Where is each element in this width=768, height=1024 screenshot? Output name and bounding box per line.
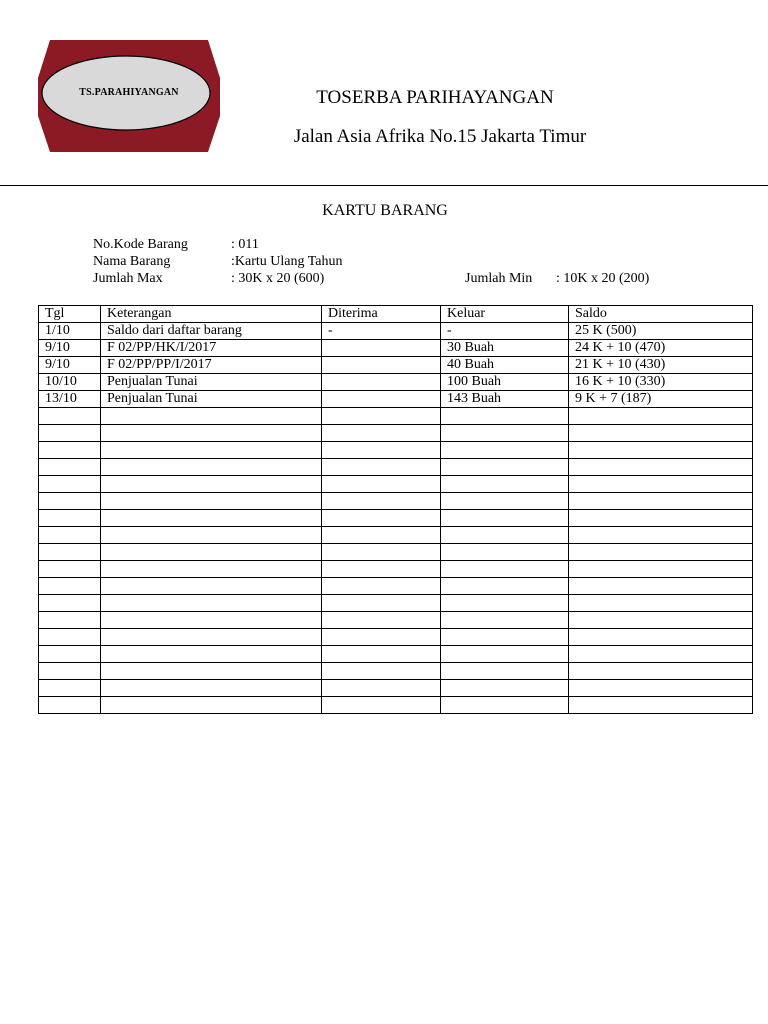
cell-tgl [39, 527, 101, 544]
table-row [39, 391, 753, 408]
cell-keterangan [101, 578, 322, 595]
cell-tgl [39, 629, 101, 646]
cell-keterangan [101, 408, 322, 425]
cell-saldo [569, 476, 753, 493]
cell-keluar: 100 Buah [441, 374, 569, 391]
cell-keterangan [101, 646, 322, 663]
cell-keterangan [101, 476, 322, 493]
cell-keluar [441, 578, 569, 595]
cell-tgl [39, 697, 101, 714]
table-row [39, 340, 753, 357]
cell-tgl: 9/10 [39, 340, 101, 357]
stock-card-table [38, 305, 753, 714]
cell-saldo [569, 595, 753, 612]
cell-saldo [569, 680, 753, 697]
header-divider [0, 185, 768, 186]
empty-table-row [39, 408, 753, 425]
cell-diterima [322, 612, 441, 629]
cell-keluar [441, 612, 569, 629]
cell-keluar [441, 595, 569, 612]
cell-keluar [441, 493, 569, 510]
cell-keterangan [101, 544, 322, 561]
cell-saldo [569, 425, 753, 442]
nama-value: :Kartu Ulang Tahun [231, 254, 343, 269]
cell-keterangan [101, 697, 322, 714]
cell-saldo: 21 K + 10 (430) [569, 357, 753, 374]
empty-table-row [39, 527, 753, 544]
cell-saldo [569, 561, 753, 578]
cell-saldo [569, 629, 753, 646]
cell-diterima [322, 493, 441, 510]
cell-diterima [322, 425, 441, 442]
cell-diterima [322, 357, 441, 374]
table-row [39, 374, 753, 391]
cell-diterima [322, 374, 441, 391]
table-header-row [39, 306, 753, 323]
cell-diterima [322, 680, 441, 697]
cell-diterima [322, 697, 441, 714]
cell-tgl: 1/10 [39, 323, 101, 340]
empty-table-row [39, 697, 753, 714]
cell-diterima [322, 544, 441, 561]
cell-diterima [322, 459, 441, 476]
cell-keluar [441, 629, 569, 646]
cell-tgl [39, 459, 101, 476]
cell-keterangan [101, 510, 322, 527]
cell-tgl: 10/10 [39, 374, 101, 391]
cell-keterangan: Penjualan Tunai [101, 391, 322, 408]
cell-tgl [39, 510, 101, 527]
cell-keluar: 30 Buah [441, 340, 569, 357]
empty-table-row [39, 425, 753, 442]
empty-table-row [39, 680, 753, 697]
cell-keluar [441, 697, 569, 714]
cell-keluar [441, 408, 569, 425]
empty-table-row [39, 663, 753, 680]
nama-label: Nama Barang [93, 254, 171, 269]
cell-saldo [569, 697, 753, 714]
cell-keterangan [101, 561, 322, 578]
cell-keterangan [101, 527, 322, 544]
cell-keluar [441, 425, 569, 442]
empty-table-row [39, 561, 753, 578]
cell-keluar [441, 442, 569, 459]
cell-keterangan [101, 493, 322, 510]
header-diterima: Diterima [322, 306, 441, 323]
cell-tgl [39, 476, 101, 493]
cell-diterima [322, 510, 441, 527]
cell-tgl [39, 578, 101, 595]
cell-keluar [441, 680, 569, 697]
cell-keluar [441, 510, 569, 527]
cell-saldo [569, 646, 753, 663]
cell-keluar [441, 561, 569, 578]
empty-table-row [39, 476, 753, 493]
cell-tgl [39, 408, 101, 425]
cell-keluar [441, 476, 569, 493]
cell-saldo [569, 408, 753, 425]
empty-table-row [39, 493, 753, 510]
cell-tgl [39, 493, 101, 510]
table-row [39, 323, 753, 340]
cell-keterangan [101, 612, 322, 629]
cell-saldo: 16 K + 10 (330) [569, 374, 753, 391]
empty-table-row [39, 595, 753, 612]
cell-diterima [322, 578, 441, 595]
cell-saldo [569, 612, 753, 629]
cell-keluar [441, 544, 569, 561]
cell-tgl [39, 425, 101, 442]
cell-diterima: - [322, 323, 441, 340]
header-tgl: Tgl [39, 306, 101, 323]
cell-keluar [441, 527, 569, 544]
empty-table-row [39, 459, 753, 476]
cell-keterangan: F 02/PP/PP/I/2017 [101, 357, 322, 374]
cell-saldo [569, 527, 753, 544]
min-value: : 10K x 20 (200) [556, 271, 650, 286]
empty-table-row [39, 510, 753, 527]
empty-table-row [39, 646, 753, 663]
kode-label: No.Kode Barang [93, 237, 188, 252]
document-title: KARTU BARANG [322, 202, 448, 219]
cell-keluar: 143 Buah [441, 391, 569, 408]
cell-diterima [322, 663, 441, 680]
cell-diterima [322, 561, 441, 578]
kode-value: : 011 [231, 237, 259, 252]
cell-saldo [569, 578, 753, 595]
empty-table-row [39, 544, 753, 561]
cell-saldo: 9 K + 7 (187) [569, 391, 753, 408]
cell-tgl [39, 680, 101, 697]
logo-text: TS.PARAHIYANGAN [79, 87, 179, 98]
empty-table-row [39, 629, 753, 646]
cell-diterima [322, 527, 441, 544]
cell-keterangan: F 02/PP/HK/I/2017 [101, 340, 322, 357]
cell-keterangan: Penjualan Tunai [101, 374, 322, 391]
min-label: Jumlah Min [465, 271, 533, 286]
cell-keterangan [101, 442, 322, 459]
cell-saldo [569, 459, 753, 476]
cell-diterima [322, 391, 441, 408]
cell-saldo: 24 K + 10 (470) [569, 340, 753, 357]
header-keluar: Keluar [441, 306, 569, 323]
cell-keluar [441, 663, 569, 680]
cell-tgl: 9/10 [39, 357, 101, 374]
cell-diterima [322, 442, 441, 459]
cell-tgl [39, 442, 101, 459]
cell-saldo [569, 510, 753, 527]
cell-keluar: 40 Buah [441, 357, 569, 374]
cell-keterangan [101, 663, 322, 680]
cell-diterima [322, 595, 441, 612]
cell-tgl: 13/10 [39, 391, 101, 408]
table-row [39, 357, 753, 374]
cell-diterima [322, 340, 441, 357]
cell-tgl [39, 595, 101, 612]
cell-tgl [39, 612, 101, 629]
empty-table-row [39, 612, 753, 629]
cell-keterangan: Saldo dari daftar barang [101, 323, 322, 340]
header-keterangan: Keterangan [101, 306, 322, 323]
cell-diterima [322, 476, 441, 493]
cell-keterangan [101, 680, 322, 697]
max-value: : 30K x 20 (600) [231, 271, 325, 286]
cell-keterangan [101, 425, 322, 442]
cell-diterima [322, 629, 441, 646]
cell-tgl [39, 561, 101, 578]
company-name: TOSERBA PARIHAYANGAN [316, 87, 554, 108]
cell-diterima [322, 646, 441, 663]
cell-keluar: - [441, 323, 569, 340]
empty-table-row [39, 442, 753, 459]
cell-keluar [441, 646, 569, 663]
cell-keterangan [101, 595, 322, 612]
empty-table-row [39, 578, 753, 595]
cell-tgl [39, 663, 101, 680]
cell-saldo: 25 K (500) [569, 323, 753, 340]
cell-keterangan [101, 459, 322, 476]
company-address: Jalan Asia Afrika No.15 Jakarta Timur [293, 126, 587, 147]
header-saldo: Saldo [569, 306, 753, 323]
cell-tgl [39, 646, 101, 663]
cell-diterima [322, 408, 441, 425]
cell-keterangan [101, 629, 322, 646]
cell-saldo [569, 442, 753, 459]
cell-saldo [569, 663, 753, 680]
max-label: Jumlah Max [93, 271, 163, 286]
cell-saldo [569, 544, 753, 561]
cell-tgl [39, 544, 101, 561]
cell-keluar [441, 459, 569, 476]
cell-saldo [569, 493, 753, 510]
